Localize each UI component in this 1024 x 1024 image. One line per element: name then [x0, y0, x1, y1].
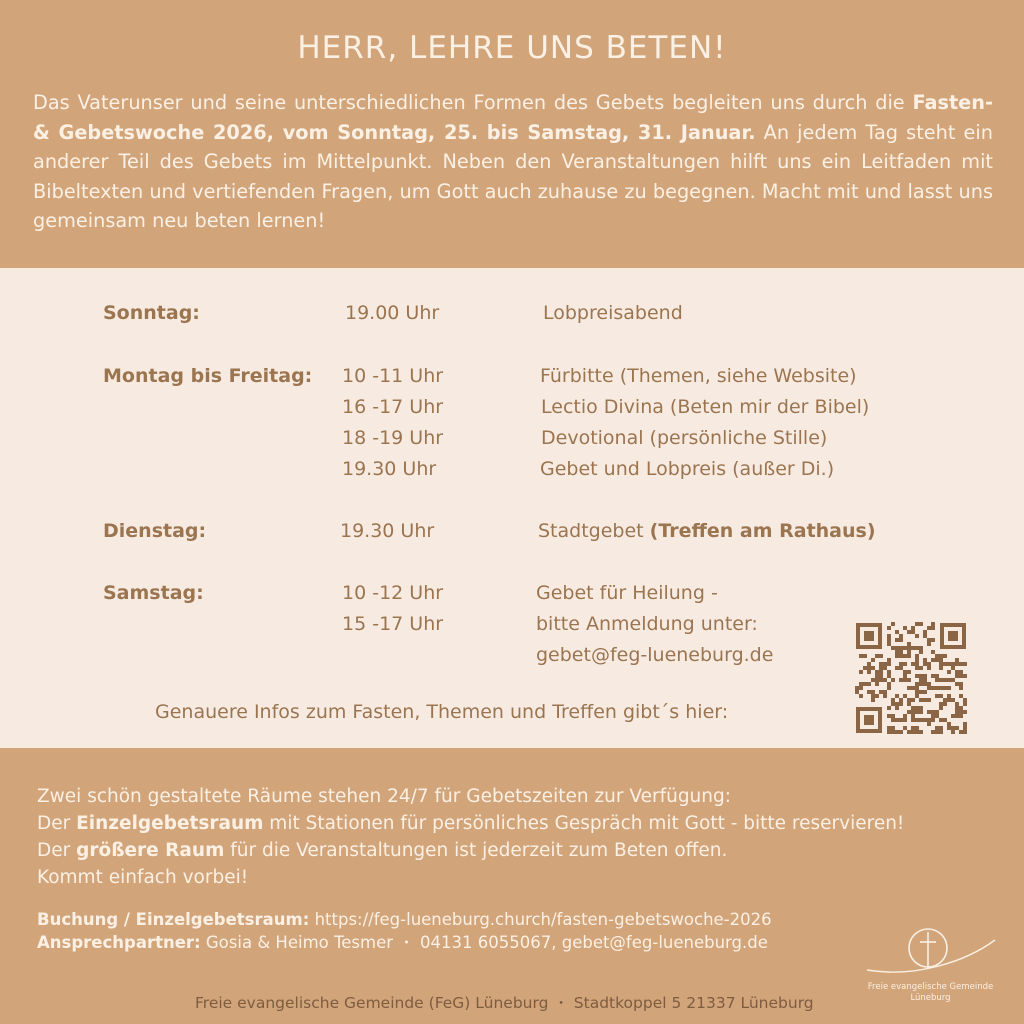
header-section: [0, 0, 1024, 268]
tuesday-label: Dienstag:: [103, 520, 207, 542]
tuesday-event: [538, 520, 876, 542]
tuesday-event-text: Stadtgebet: [538, 520, 650, 542]
intro-part2: An jedem Tag steht ein anderer Teil des Gebets im Mittelpunkt. Neben den Veranstaltungen hilft uns ein Leitfaden mit Bibeltexten und vertiefenden Fragen, um Gott auch zuhause zu begegnen. Macht mit und lasst uns gemeinsam neu beten lernen!: [33, 120, 993, 232]
contact-value: Gosia & Heimo Tesmer ・ 04131 6055067, gebet@feg-lueneburg.de: [200, 933, 768, 952]
saturday-time-2: 15 -17 Uhr: [342, 613, 444, 635]
tuesday-event-bold: (Treffen am Rathaus): [649, 520, 876, 542]
qr-code-icon[interactable]: [855, 622, 967, 734]
rooms-text: [37, 783, 904, 891]
saturday-event-1: Gebet für Heilung -: [536, 582, 718, 604]
rooms-line-2-pre: Der: [37, 813, 77, 834]
footer-address: Freie evangelische Gemeinde (FeG) Lüneburg ・ Stadtkoppel 5 21337 Lüneburg: [195, 994, 814, 1012]
intro-bold: Fasten- & Gebetswoche 2026, vom Sonntag, 25. bis Samstag, 31. Januar.: [33, 91, 993, 144]
tuesday-time: 19.30 Uhr: [340, 520, 435, 542]
info-line: Genauere Infos zum Fasten, Themen und Treffen gibt´s hier:: [155, 701, 729, 723]
weekday-event-2: Lectio Divina (Beten mir der Bibel): [541, 396, 870, 418]
weekday-time-3: 18 -19 Uhr: [342, 427, 444, 449]
weekday-time-4: 19.30 Uhr: [342, 458, 437, 480]
rooms-section: [0, 748, 1024, 1024]
booking-line: [37, 908, 772, 931]
logo-line-2: Lüneburg: [910, 993, 951, 1003]
weekday-event-4: Gebet und Lobpreis (außer Di.): [540, 458, 835, 480]
rooms-line-2: [37, 810, 904, 837]
weekday-event-3: Devotional (persönliche Stille): [541, 427, 828, 449]
weekday-time-1: 10 -11 Uhr: [342, 365, 444, 387]
rooms-line-2-post: mit Stationen für persönliches Gespräch mit Gott - bitte reservieren!: [263, 813, 905, 834]
booking-label: Buchung / Einzelgebetsraum:: [37, 910, 310, 929]
contact-label: Ansprechpartner:: [37, 933, 201, 952]
logo-line-1: Freie evangelische Gemeinde: [867, 982, 994, 992]
rooms-line-4: Kommt einfach vorbei!: [37, 867, 249, 888]
rooms-line-3-bold: größere Raum: [76, 840, 225, 861]
rooms-line-3-post: für die Veranstaltungen ist jederzeit zum Beten offen.: [224, 840, 728, 861]
rooms-line-1: Zwei schön gestaltete Räume stehen 24/7 für Gebetszeiten zur Verfügung:: [37, 786, 731, 807]
weekday-event-1: Fürbitte (Themen, siehe Website): [540, 365, 857, 387]
contact-block: [37, 908, 772, 954]
rooms-line-3: [37, 837, 904, 864]
saturday-email-link[interactable]: gebet@feg-lueneburg.de: [536, 644, 774, 666]
logo-text: [858, 982, 1003, 1004]
sunday-label: Sonntag:: [103, 302, 200, 324]
weekdays-label: Montag bis Freitag:: [103, 365, 313, 387]
page-title: HERR, LEHRE UNS BETEN!: [297, 30, 727, 66]
booking-link[interactable]: https://feg-lueneburg.church/fasten-gebetswoche-2026: [309, 910, 772, 929]
contact-line: [37, 931, 772, 954]
schedule-section: [0, 268, 1024, 748]
weekday-time-2: 16 -17 Uhr: [342, 396, 444, 418]
intro-part1: Das Vaterunser und seine unterschiedlichen Formen des Gebets begleiten uns durch die: [33, 91, 913, 114]
saturday-event-2: bitte Anmeldung unter:: [536, 613, 758, 635]
saturday-time-1: 10 -12 Uhr: [342, 582, 444, 604]
rooms-line-3-pre: Der: [37, 840, 77, 861]
rooms-line-2-bold: Einzelgebetsraum: [76, 813, 264, 834]
sunday-time: 19.00 Uhr: [345, 302, 440, 324]
sunday-event: Lobpreisabend: [543, 302, 683, 324]
saturday-label: Samstag:: [103, 582, 204, 604]
intro-text: [33, 88, 993, 236]
